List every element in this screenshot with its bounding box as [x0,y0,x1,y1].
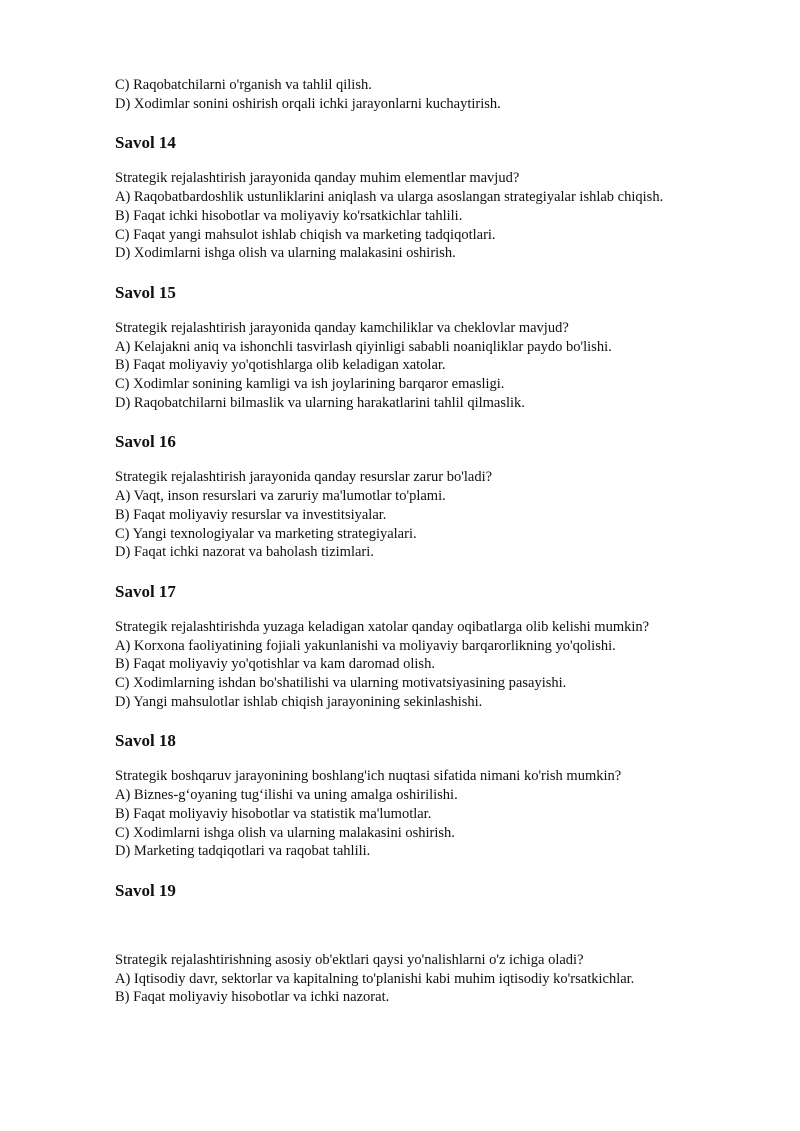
question-block [115,731,775,861]
answer-option: B) Faqat moliyaviy hisobotlar va statistik ma'lumotlar. [115,805,432,822]
question-heading: Savol 14 [115,133,176,153]
answer-option: A) Vaqt, inson resurslari va zaruriy ma'lumotlar to'plami. [115,488,446,505]
intro-text [115,76,775,113]
answer-option: B) Faqat ichki hisobotlar va moliyaviy ko'rsatkichlar tahlili. [115,207,463,224]
answer-option: C) Xodimlarni ishga olish va ularning malakasini oshirish. [115,824,455,841]
answer-option: A) Kelajakni aniq va ishonchli tasvirlash qiyinligi sababli noaniqliklar paydo bo'lishi. [115,338,612,355]
answer-option: C) Xodimlar sonining kamligi va ish joylarining barqaror emasligi. [115,376,505,393]
answer-option: B) Faqat moliyaviy resurslar va investitsiyalar. [115,506,387,523]
question-text: Strategik rejalashtirishning asosiy ob'ektlari qaysi yo'nalishlarni o'z ichiga oladi? [115,951,584,968]
answer-option: C) Xodimlarning ishdan bo'shatilishi va ularning motivatsiyasining pasayishi. [115,675,567,692]
question-block [115,133,775,263]
answer-option: C) Yangi texnologiyalar va marketing strategiyalari. [115,525,417,542]
question-text: Strategik boshqaruv jarayonining boshlang'ich nuqtasi sifatida nimani ko'rish mumkin? [115,768,622,785]
answer-option: B) Faqat moliyaviy yo'qotishlar va kam daromad olish. [115,656,435,673]
question-heading: Savol 16 [115,432,176,452]
answer-option: D) Yangi mahsulotlar ishlab chiqish jarayonining sekinlashishi. [115,693,483,710]
answer-option: A) Raqobatbardoshlik ustunliklarini aniqlash va ularga asoslangan strategiyalar ishlab chiqish. [115,189,664,206]
question-block [115,432,775,562]
answer-option: D) Marketing tadqiqotlari va raqobat tahlili. [115,843,371,860]
question-block [115,582,775,712]
question-text: Strategik rejalashtirish jarayonida qanday resurslar zarur bo'ladi? [115,469,493,486]
answer-option: A) Iqtisodiy davr, sektorlar va kapitalning to'planishi kabi muhim iqtisodiy ko'rsatkichlar. [115,970,635,987]
question-heading: Savol 18 [115,731,176,751]
answer-option: D) Xodimlarni ishga olish va ularning malakasini oshirish. [115,245,456,262]
question-heading: Savol 15 [115,282,176,302]
question-block [115,881,775,1007]
document-page [115,76,775,1007]
question-block [115,283,775,413]
answer-option: D) Faqat ichki nazorat va baholash tizimlari. [115,544,374,561]
answer-option: B) Faqat moliyaviy yo'qotishlarga olib keladigan xatolar. [115,357,446,374]
answer-option: A) Korxona faoliyatining fojiali yakunlanishi va moliyaviy barqarorlikning yo'qolishi. [115,637,616,654]
answer-option: A) Biznes-g‘oyaning tug‘ilishi va uning amalga oshirilishi. [115,787,458,804]
question-text: Strategik rejalashtirish jarayonida qanday muhim elementlar mavjud? [115,170,520,187]
question-heading: Savol 17 [115,581,176,601]
answer-option: B) Faqat moliyaviy hisobotlar va ichki nazorat. [115,989,390,1006]
answer-option: C) Faqat yangi mahsulot ishlab chiqish va marketing tadqiqotlari. [115,226,496,243]
answer-option: D) Xodimlar sonini oshirish orqali ichki jarayonlarni kuchaytirish. [115,95,501,112]
answer-option: C) Raqobatchilarni o'rganish va tahlil qilish. [115,77,372,93]
question-text: Strategik rejalashtirish jarayonida qanday kamchiliklar va cheklovlar mavjud? [115,319,569,336]
question-heading: Savol 19 [115,880,176,900]
answer-option: D) Raqobatchilarni bilmaslik va ularning harakatlarini tahlil qilmaslik. [115,394,525,411]
question-text: Strategik rejalashtirishda yuzaga keladigan xatolar qanday oqibatlarga olib kelishi mumkin? [115,618,650,635]
